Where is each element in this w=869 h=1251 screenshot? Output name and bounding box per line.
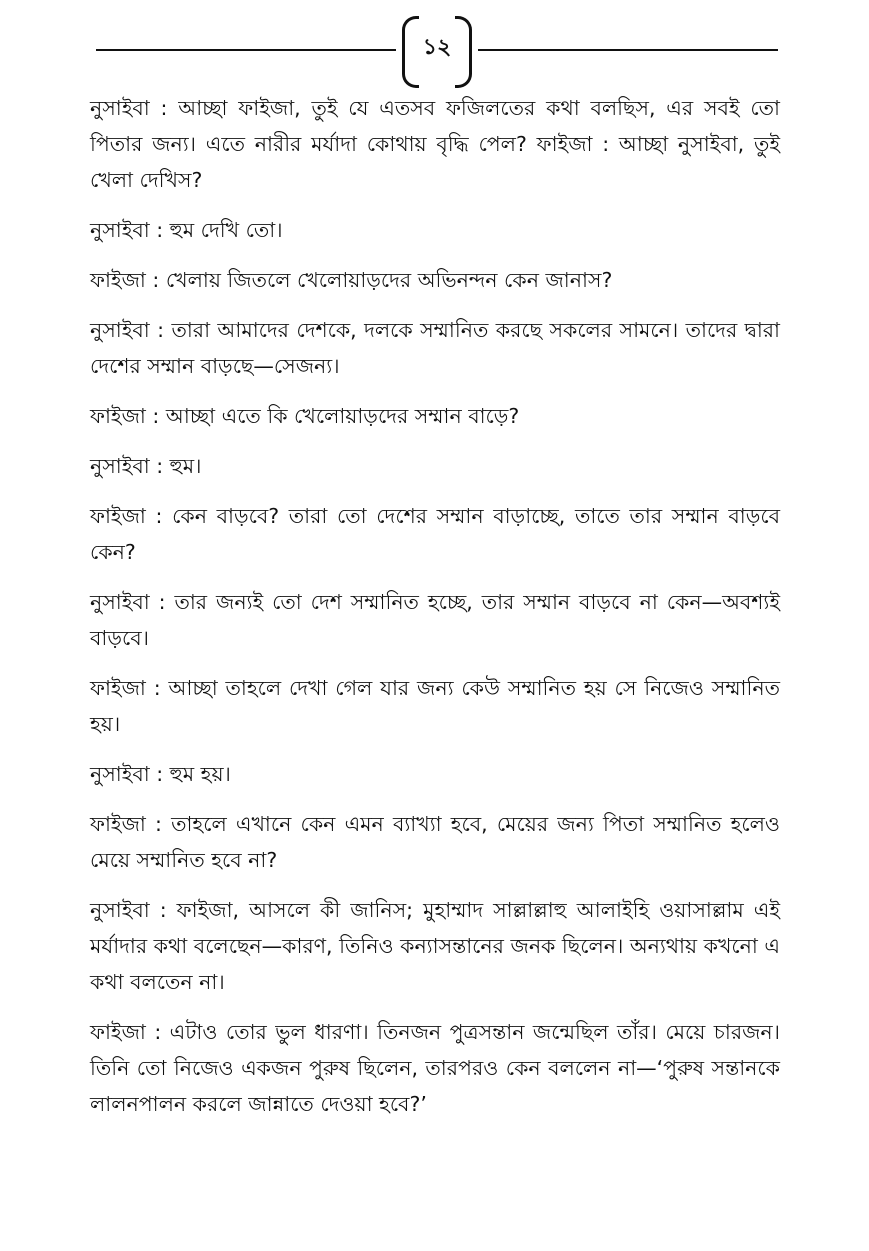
header-rule-left: [96, 49, 396, 51]
page-body: [90, 90, 780, 1136]
page-header: [96, 14, 778, 86]
dialogue-paragraph: ফাইজা : কেন বাড়বে? তারা তো দেশের সম্মান বাড়াচ্ছে, তাতে তার সম্মান বাড়বে কেন?: [90, 504, 780, 564]
dialogue-paragraph: নুসাইবা : তার জন্যই তো দেশ সম্মানিত হচ্ছে, তার সম্মান বাড়বে না কেন—অবশ্যই বাড়বে।: [90, 590, 780, 650]
dialogue-paragraph: নুসাইবা : তারা আমাদের দেশকে, দলকে সম্মানিত করছে সকলের সামনে। তাদের দ্বারা দেশের সম্মান বাড়ছে—সেজন্য।: [90, 318, 780, 378]
dialogue-paragraph: নুসাইবা : হুম দেখি তো।: [90, 218, 283, 242]
header-rule-right: [478, 49, 778, 51]
dialogue-paragraph: নুসাইবা : হুম।: [90, 454, 202, 478]
dialogue-paragraph: নুসাইবা : আচ্ছা ফাইজা, তুই যে এতসব ফজিলতের কথা বলছিস, এর সবই তো পিতার জন্য। এতে নারীর মর্যাদা কোথায় বৃদ্ধি পেল? ফাইজা : আচ্ছা নুসাইবা, তুই খেলা দেখিস?: [90, 96, 780, 192]
dialogue-paragraph: নুসাইবা : হুম হয়।: [90, 762, 231, 786]
left-brace-icon: [402, 16, 419, 88]
right-brace-icon: [455, 16, 472, 88]
dialogue-paragraph: ফাইজা : আচ্ছা এতে কি খেলোয়াড়দের সম্মান বাড়ে?: [90, 404, 520, 428]
dialogue-paragraph: ফাইজা : আচ্ছা তাহলে দেখা গেল যার জন্য কেউ সম্মানিত হয় সে নিজেও সম্মানিত হয়।: [90, 676, 780, 736]
page-number-frame: [402, 14, 472, 86]
dialogue-paragraph: নুসাইবা : ফাইজা, আসলে কী জানিস; মুহাম্মাদ সাল্লাল্লাহু আলাইহি ওয়াসাল্লাম এই মর্যাদার কথা বলেছেন—কারণ, তিনিও কন্যাসন্তানের জনক ছিলেন। অন্যথায় কখনো এ কথা বলতেন না।: [90, 898, 780, 994]
dialogue-paragraph: ফাইজা : খেলায় জিতলে খেলোয়াড়দের অভিনন্দন কেন জানাস?: [90, 268, 613, 292]
page-number: ১২: [422, 34, 452, 60]
dialogue-paragraph: ফাইজা : তাহলে এখানে কেন এমন ব্যাখ্যা হবে, মেয়ের জন্য পিতা সম্মানিত হলেও মেয়ে সম্মানিত হবে না?: [90, 812, 780, 872]
dialogue-paragraph: ফাইজা : এটাও তোর ভুল ধারণা। তিনজন পুত্রসন্তান জন্মেছিল তাঁর। মেয়ে চারজন। তিনি তো নিজেও একজন পুরুষ ছিলেন, তারপরও কেন বললেন না—‘পুরুষ সন্তানকে লালনপালন করলে জান্নাতে দেওয়া হবে?’: [90, 1020, 780, 1116]
